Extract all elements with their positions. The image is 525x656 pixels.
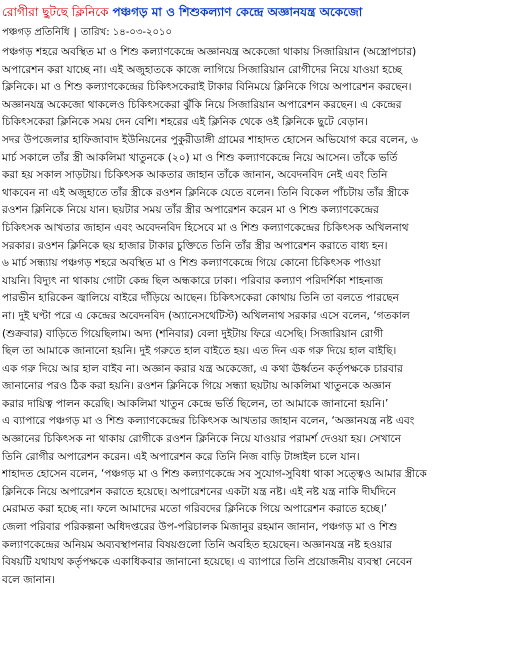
article-line: অজ্ঞানের চিকিৎসক না থাকায় রোগীকে রওশন ক্লিনিকে নিয়ে যাওয়ার পরামর্শ দেওয়া হয়। সেখানে (2, 433, 402, 446)
article-line: (শুক্রবার) বাড়িতে গিয়েছিলাম। অদ্য (শনিবার) বেলা দুইটায় ফিরে এসেছি। সিজারিয়ান রোগী (2, 327, 384, 340)
article-line: করা হয় সকাল সাড়টায়। চিকিৎসক আকতার জাহান তাঁকে জানান, অবেদনবিদ নেই এবং তিনি (2, 169, 388, 182)
article-line: পঞ্চগড় শহরে অবস্থিত মা ও শিশু কল্যাণকেন্দ্রে অজ্ঞানযন্ত্র অকেজো থাকায় সিজারিয়ান (অস্ত্রোপচার) (2, 46, 417, 58)
byline-date: তারিখ: ১৪-০৩-২০১০ (80, 27, 172, 38)
headline (2, 2, 523, 22)
article-line: এক গরু দিয়ে আর হাল বাইব না। অজ্ঞান করার যন্ত্র অকেজো, এ কথা ঊর্ধ্বতন কর্তৃপক্ষকে চারবার (2, 362, 403, 375)
article-line: বিষয়টি যথাযথ কর্তৃপক্ষকে একাধিকবার জানানো হয়েছে। এ ব্যাপারে তিনি প্রয়োজনীয় ব্যবস্থা নেবেন (2, 556, 413, 569)
byline-reporter: পঞ্চগড় প্রতিনিধি (2, 27, 70, 38)
article-line: পারভীন হারিকেন জ্বালিয়ে বাইরে দাঁড়িয়ে আছেন। চিকিৎসকেরা কোথায় তিনি তা বলতে পারছেন (2, 292, 399, 305)
article-line: জেলা পরিবার পরিকল্পনা অধিদপ্তরের উপ-পরিচালক মিজানুর রহমান জানান, পঞ্চগড় মা ও শিশু (2, 521, 398, 534)
byline-separator: | (73, 27, 77, 38)
article-line: চিকিৎসকেরা ক্লিনিকে সময় দেন বেশি। শহরের এই ক্লিনিক থেকে ওই ক্লিনিকে ছুটে বেড়ান। (2, 116, 368, 129)
article-line: সদর উপজেলার হাফিজাবাদ ইউনিয়নের পুকুরীডাঙ্গী গ্রামের শাহাদত হোসেন অভিযোগ করে বলেন, ৬ (2, 133, 418, 146)
article-line: জানানোর পরও ঠিক করা হয়নি। রওশন ক্লিনিকে গিয়ে সন্ধ্যা ছয়টায় আকলিমা খাতুনকে অজ্ঞান (2, 380, 392, 393)
article-line: না। দুই ঘণ্টা পরে এ কেন্দ্রের অবেদনবিদ (অ্যানেসথেটিস্ট) অখিলনাথ সরকার এসে বলেন, ‘গতকাল (2, 309, 410, 322)
headline-kicker: রোগীরা ছুটছে ক্লিনিকে (2, 5, 109, 19)
headline-title: পঞ্চগড় মা ও শিশুকল্যাণ কেন্দ্রে অজ্ঞানযন্ত্র অকেজো (112, 5, 363, 19)
article-line: মেরামত করা হচ্ছে না। ফলে আমাদের মতো গরিবদের ক্লিনিকে গিয়ে অপারেশন করাতে হচ্ছে।’ (2, 503, 388, 516)
article-body (2, 44, 521, 654)
article-line: ৬ মার্চ সন্ধ্যায় পঞ্চগড় শহরে অবস্থিত মা ও শিশু কল্যাণকেন্দ্রে গিয়ে কোনো চিকিৎসক পাওয়া (2, 257, 381, 270)
article-line: তিনি রোগীর অপারেশন করেন। এই অপারেশন করে তিনি নিজ বাড়ি টাঙ্গাইল চলে যান। (2, 450, 360, 463)
article-line: অজ্ঞানযন্ত্র অকেজো থাকলেও চিকিৎসকেরা ঝুঁকি নিয়ে সিজারিয়ান অপারেশন করছেন। এ কেন্দ্রের (2, 98, 402, 111)
article-line: যায়নি। বিদ্যুৎ না থাকায় গোটা কেন্দ্র ছিল অন্ধকারে ঢাকা। পরিবার কল্যাণ পরিদর্শিকা শাহনাজ (2, 274, 383, 287)
article-line: ক্লিনিকে নিয়ে অপারেশন করাতে হয়েছে। অপারেশনের একটা যন্ত্র নষ্ট। এই নষ্ট যন্ত্র নাকি দীর্ঘদিনে (2, 485, 396, 498)
article-line: কল্যাণকেন্দ্রের অনিয়ম অব্যবস্থাপনার বিষয়গুলো তিনি অবহিত হয়েছেন। অজ্ঞানযন্ত্র নষ্ট হওয়ার (2, 538, 392, 551)
article-line: এ ব্যাপারে পঞ্চগড় মা ও শিশু কল্যাণকেন্দ্রের চিকিৎসক আখতার জাহান বলেন, ‘অজ্ঞানযন্ত্র নষ্ট এবং (2, 415, 415, 428)
article-line: সরকার। রওশন ক্লিনিকে ছয় হাজার টাকার চুক্তিতে তিনি তাঁর স্ত্রীর অপারেশন করাতে বাধ্য হন। (2, 239, 388, 252)
article-line: রওশন ক্লিনিকে নিয়ে যান। ছয়টার সময় তাঁর স্ত্রীর অপারেশন করেন মা ও শিশু কল্যাণকেন্দ্রের (2, 204, 379, 217)
article-line: মার্চ সকালে তাঁর স্ত্রী আকলিমা খাতুনকে (২০) মা ও শিশু কল্যাণকেন্দ্রে নিয়ে আসেন। তাঁকে ভর্তি (2, 151, 398, 164)
byline (2, 24, 523, 42)
article-line: চিকিৎসক আখতার জাহান এবং অবেদনবিদ হিসেবে মা ও শিশু কল্যাণকেন্দ্রের চিকিৎসক অখিলনাথ (2, 221, 409, 234)
article-line: থাকবেন না এই অজুহাতে তাঁর স্ত্রীকে রওশন ক্লিনিকে যেতে বলেন। তিনি বিকেল পাঁচটায় তাঁর স্ত্রীকে (2, 186, 409, 199)
article-line: করার দায়িত্ব পালন করেছি। আকলিমা খাতুন কেন্দ্রে ভর্তি ছিলেন, তা আমাকে জানানো হয়নি।’ (2, 397, 389, 410)
article-line: ক্লিনিকে। মা ও শিশু কল্যাণকেন্দ্রের চিকিৎসকেরাই টাকার বিনিময়ে ক্লিনিকে গিয়ে অপারেশন করছেন। (2, 81, 412, 94)
article-line: অপারেশন করা যাচ্ছে না। এই অজুহাতকে কাজে লাগিয়ে সিজারিয়ান রোগীদের নিয়ে যাওয়া হচ্ছে (2, 63, 402, 76)
article-line: ছিল তা আমাকে জানানো হয়নি। দুই গরুতে হাল বাইতে হয়। এত দিন এক গরু দিয়ে হাল বাইছি। (2, 345, 397, 358)
article-line: শাহাদত হোসেন বলেন, ‘পঞ্চগড় মা ও শিশু কল্যাণকেন্দ্রে সব সুযোগ-সুবিধা থাকা সত্ত্বেও আমার স্ত্রীকে (2, 468, 427, 481)
article-line: বলে জানান। (2, 573, 55, 586)
